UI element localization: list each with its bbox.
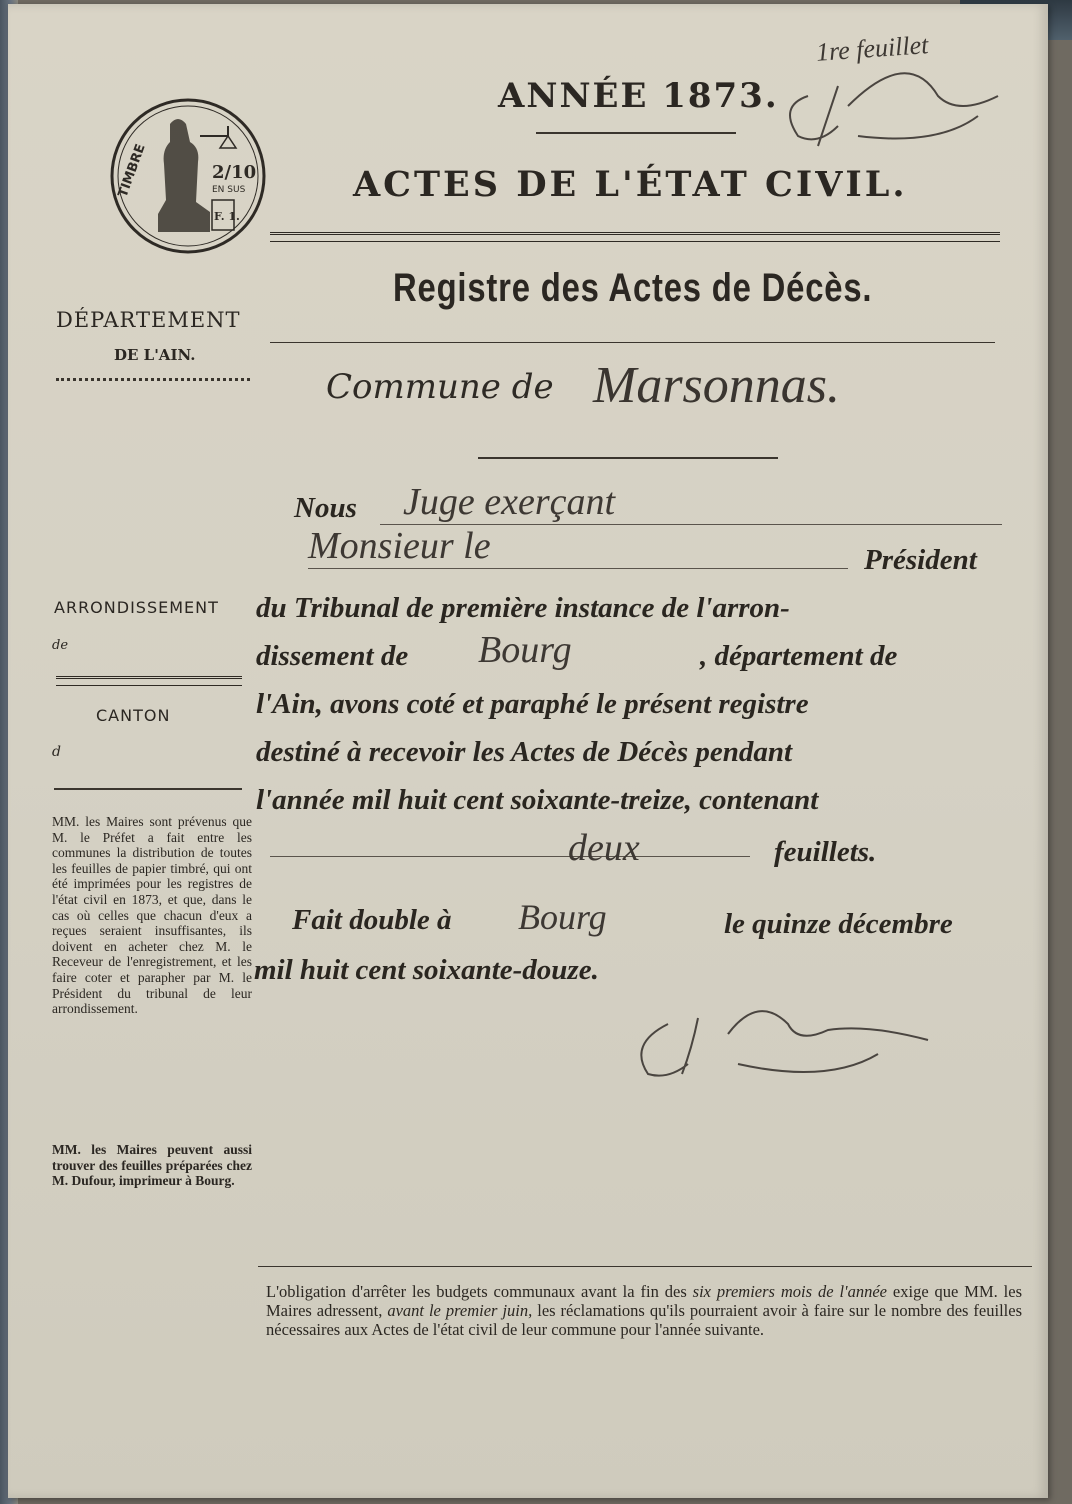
ornament-rule-2 bbox=[478, 457, 778, 459]
stamp-value: 2/10 bbox=[212, 162, 257, 183]
footer-notice bbox=[266, 1282, 1022, 1339]
text-destine: destiné à recevoir les Actes de Décès pendant bbox=[256, 736, 793, 768]
stamp-subtext: EN SUS bbox=[212, 185, 246, 195]
text-mil-huit: mil huit cent soixante-douze. bbox=[254, 954, 599, 986]
text-feuillets: feuillets. bbox=[774, 836, 877, 868]
handwritten-bourg-2: Bourg bbox=[518, 897, 607, 937]
tax-stamp bbox=[108, 96, 268, 256]
text-president: Président bbox=[864, 544, 977, 576]
canton-rule bbox=[54, 788, 242, 790]
canton-de: d bbox=[52, 744, 61, 760]
footer-part-1-italic: six premiers mois de l'année bbox=[692, 1282, 887, 1301]
text-dissement-a: dissement de bbox=[256, 640, 409, 672]
text-ain: l'Ain, avons coté et paraphé le présent registre bbox=[256, 688, 809, 720]
text-fait-double: Fait double à bbox=[292, 904, 452, 936]
title-double-rule bbox=[270, 232, 1000, 242]
handwritten-monsieur: Monsieur le bbox=[308, 525, 491, 567]
commune-name-handwritten: Marsonnas. bbox=[593, 357, 841, 414]
footer-part-3: les réclamations qu'ils pourraient avoir à faire sur le nombre des feuilles nécessaires aux Actes de l'état civil de leur commune pour l'année suivante. bbox=[266, 1301, 1022, 1339]
signature-top bbox=[768, 66, 1018, 156]
text-le-quinze: le quinze décembre bbox=[724, 908, 953, 940]
handwritten-juge: Juge exerçant bbox=[403, 481, 616, 523]
arrondissement-de: de bbox=[52, 638, 69, 653]
handwritten-count: deux bbox=[568, 827, 640, 869]
notice-mayors-2: MM. les Maires peuvent aussi trouver des feuilles préparées chez M. Dufour, imprimeur à Bourg. bbox=[52, 1142, 252, 1189]
footer-part-2: exige que MM. les Maires adressent, bbox=[266, 1282, 1023, 1320]
stamp-mark: F. 1. bbox=[214, 210, 240, 223]
corner-note-handwritten: 1re feuillet bbox=[815, 30, 930, 67]
handwritten-bourg-1: Bourg bbox=[478, 629, 572, 671]
notice-mayors-1: MM. les Maires sont prévenus que M. le Préfet a fait entre les communes la distribution de toutes les feuilles de papier timbré, qui ont été imprimées pour les registres de l'état civil en 1873, et que, dans le cas où celles que chacun d'eux a reçues seraient insuffisantes, ils doivent en acheter chez M. le Receveur de l'enregistrement, et les faire coter et parapher par M. le Président du tribunal de leur arrondissement. bbox=[52, 814, 252, 1017]
register-rule bbox=[270, 342, 995, 343]
department-name: DE L'AIN. bbox=[114, 346, 196, 364]
count-line bbox=[270, 856, 750, 857]
footer-part-2-italic: avant le premier juin, bbox=[387, 1301, 533, 1320]
arrondissement-rule bbox=[56, 676, 242, 686]
monsieur-line bbox=[308, 568, 848, 569]
text-tribunal: du Tribunal de première instance de l'arron- bbox=[256, 592, 790, 624]
canton-label: CANTON bbox=[96, 706, 171, 725]
text-nous: Nous bbox=[294, 492, 357, 524]
text-dissement-b: , département de bbox=[700, 640, 898, 672]
text-annee: l'année mil huit cent soixante-treize, contenant bbox=[256, 784, 819, 816]
ornament-rule-1 bbox=[536, 132, 736, 134]
main-title: ACTES DE L'ÉTAT CIVIL. bbox=[353, 164, 908, 205]
commune-label: Commune de bbox=[326, 367, 554, 407]
stamp-word: TIMBRE bbox=[115, 142, 149, 200]
register-title: Registre des Actes de Décès. bbox=[393, 266, 873, 310]
register-page bbox=[8, 4, 1048, 1498]
department-label: DÉPARTEMENT bbox=[56, 308, 241, 332]
department-rule bbox=[56, 378, 250, 381]
signature-bottom bbox=[628, 1004, 968, 1094]
arrondissement-label: ARRONDISSEMENT bbox=[54, 598, 219, 617]
year-title: ANNÉE 1873. bbox=[498, 76, 779, 116]
footer-part-1: L'obligation d'arrêter les budgets communaux avant la fin des bbox=[266, 1282, 687, 1301]
footer-rule bbox=[258, 1266, 1032, 1267]
